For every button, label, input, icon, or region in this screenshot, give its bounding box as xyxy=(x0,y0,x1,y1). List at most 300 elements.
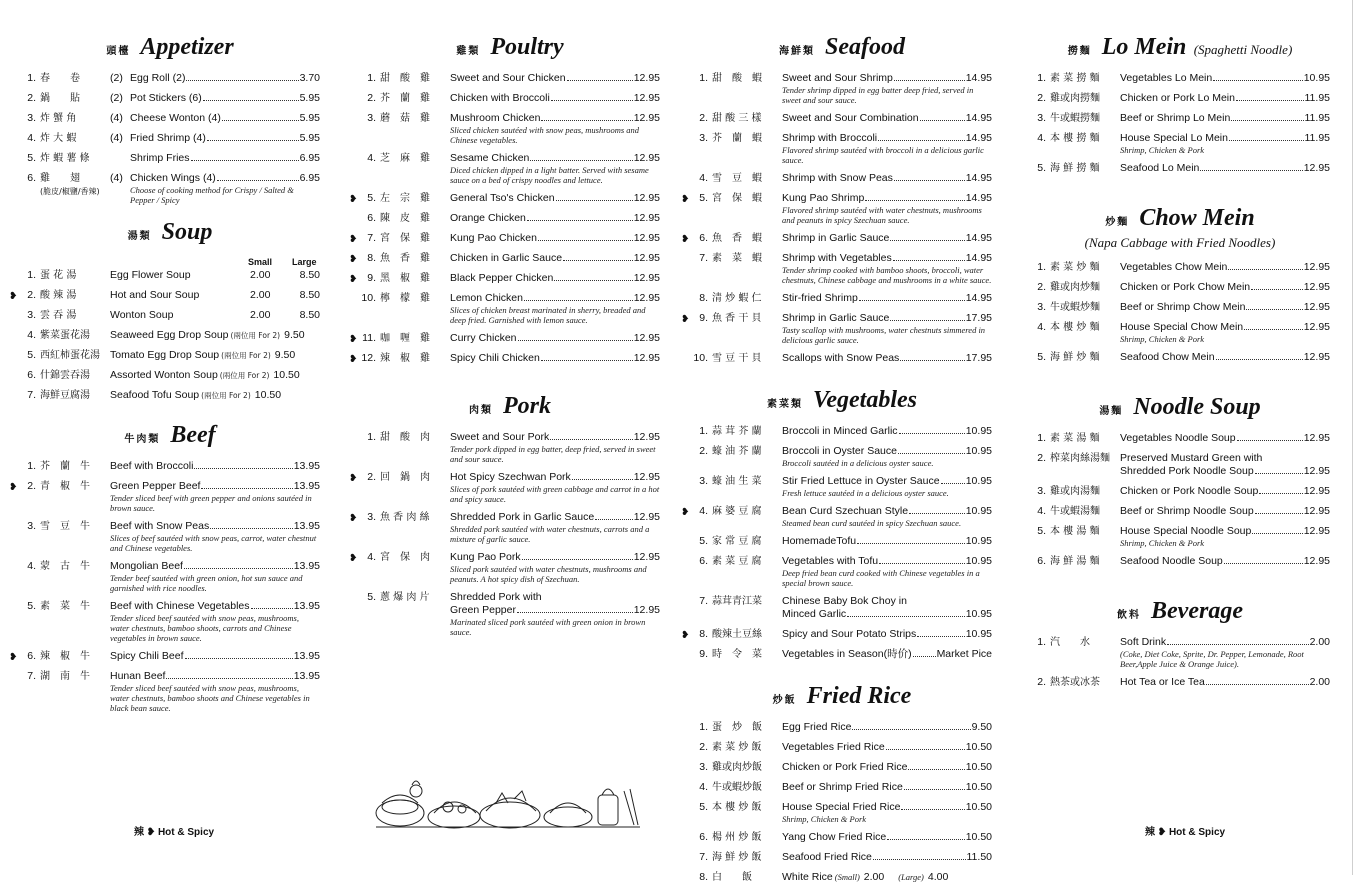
menu-item xyxy=(1030,432,1330,445)
menu-item xyxy=(360,92,660,105)
item-name: Scallops with Snow Peas xyxy=(782,352,900,364)
item-body xyxy=(110,369,320,382)
item-name: Shredded Pork with xyxy=(450,591,542,603)
item-body xyxy=(450,252,660,265)
item-price: 10.95 xyxy=(965,505,992,517)
item-price: 14.95 xyxy=(965,232,992,244)
menu-item xyxy=(692,741,992,754)
item-price: 12.95 xyxy=(633,604,660,616)
item-number: 5. xyxy=(1037,351,1046,363)
item-price: 12.95 xyxy=(1303,321,1330,333)
menu-item xyxy=(681,192,992,225)
item-price: 5.95 xyxy=(299,92,320,104)
leader-dots xyxy=(913,656,936,657)
item-name: Preserved Mustard Green with xyxy=(1120,452,1263,464)
item-body xyxy=(450,591,660,637)
item-name: Mushroom Chicken xyxy=(450,112,541,124)
pepper-icon: ❥ xyxy=(349,194,358,205)
item-name-line xyxy=(450,352,660,365)
item-chinese-name: 海 鮮 湯 麵 xyxy=(1050,556,1100,567)
item-description: Flavored shrimp sautéed with broccoli in a delicious garlic sauce. xyxy=(782,145,984,165)
leader-dots xyxy=(201,488,292,489)
section-title: 湯麵 Noodle Soup xyxy=(1099,394,1261,420)
item-name: Broccoli in Minced Garlic xyxy=(782,425,898,437)
item-name: Black Pepper Chicken xyxy=(450,272,554,284)
menu-item xyxy=(349,551,660,584)
item-chinese-name: 白 飯 xyxy=(712,872,752,883)
pepper-icon: ❥ xyxy=(349,473,358,484)
item-price: 13.95 xyxy=(293,600,320,612)
item-price: 10.50 xyxy=(965,761,992,773)
item-number: 4. xyxy=(367,152,376,164)
item-name: House Special Lo Mein xyxy=(1120,132,1228,144)
leader-dots xyxy=(554,280,632,281)
item-price: 10.95 xyxy=(965,425,992,437)
item-number: 8. xyxy=(699,292,708,304)
pepper-icon: ❥ xyxy=(9,652,18,663)
item-name-line xyxy=(782,475,992,488)
item-body xyxy=(782,292,992,305)
item-chinese-name: 蒜 茸 芥 蘭 xyxy=(712,426,762,437)
item-name-line xyxy=(782,425,992,438)
item-number: 11. xyxy=(362,332,376,344)
item-name: Hot Spicy Szechwan Pork xyxy=(450,471,571,483)
leader-dots xyxy=(1167,644,1308,645)
item-name: Egg Roll (2) xyxy=(130,72,186,84)
item-name: Seafood Fried Rice xyxy=(782,851,872,863)
item-chinese-name: 春 卷 xyxy=(40,73,80,84)
leader-dots xyxy=(901,809,964,810)
item-chinese-name: 海 鮮 炒 飯 xyxy=(712,852,762,863)
item-number: 5. xyxy=(27,349,36,361)
item-price: 12.95 xyxy=(633,431,660,443)
menu-item xyxy=(360,112,660,145)
item-body xyxy=(110,650,320,663)
menu-item xyxy=(692,721,992,734)
item-name: Shrimp in Garlic Sauce xyxy=(782,232,890,244)
item-name-line xyxy=(110,650,320,663)
menu-item xyxy=(692,851,992,864)
item-number: 2. xyxy=(27,480,36,492)
item-name: General Tso's Chicken xyxy=(450,192,555,204)
leader-dots xyxy=(1229,140,1304,141)
item-description: Tender sliced beef sautéed with snow peas, mushrooms, water chestnuts, bamboo shoots, carrots and Chinese vegetables in brown sauce. xyxy=(110,613,299,643)
item-price: 17.95 xyxy=(965,312,992,324)
item-number: 5. xyxy=(699,535,708,547)
item-number: 3. xyxy=(699,132,708,144)
item-name: Chicken in Garlic Sauce xyxy=(450,252,563,264)
large-label: Large xyxy=(292,257,317,267)
item-price: 12.95 xyxy=(1303,505,1330,517)
item-price: 12.95 xyxy=(633,152,660,164)
leader-dots xyxy=(920,120,965,121)
item-name-line xyxy=(782,851,992,864)
item-chinese-name: 魚 香 雞 xyxy=(380,253,430,264)
item-body xyxy=(110,389,320,402)
item-body xyxy=(782,535,992,548)
item-chinese-name: 本 樓 撈 麵 xyxy=(1050,133,1100,144)
item-number: 2. xyxy=(27,289,36,301)
item-chinese-name: 熱茶或冰茶 xyxy=(1050,677,1100,688)
item-name-line xyxy=(450,252,660,265)
menu-item xyxy=(360,431,660,464)
item-name-line xyxy=(450,292,660,305)
item-price: 12.95 xyxy=(633,272,660,284)
size-header xyxy=(20,257,320,269)
item-chinese-name: 汽 水 xyxy=(1050,637,1090,648)
item-price: 12.95 xyxy=(633,72,660,84)
for-two-note: (兩位用 For 2) xyxy=(219,371,270,380)
leader-dots xyxy=(203,100,299,101)
item-name: Spicy Chili Chicken xyxy=(450,352,540,364)
leader-dots xyxy=(530,160,632,161)
item-name: Kung Pao Shrimp xyxy=(782,192,865,204)
item-name: House Special Noodle Soup xyxy=(1120,525,1252,537)
item-name: Hunan Beef xyxy=(110,670,166,682)
item-chinese-name: 雪 豆 蝦 xyxy=(712,173,762,184)
item-name-line xyxy=(130,72,320,85)
item-price: 12.95 xyxy=(1303,261,1330,273)
pepper-icon: ❥ xyxy=(681,234,690,245)
item-chinese-name: 芥 蘭 雞 xyxy=(380,93,430,104)
item-name-line xyxy=(1120,92,1330,105)
item-number: 7. xyxy=(367,232,376,244)
item-body xyxy=(782,871,992,884)
leader-dots xyxy=(1259,493,1302,494)
item-name-line xyxy=(782,112,992,125)
item-body xyxy=(1120,162,1330,175)
item-number: 10. xyxy=(693,352,708,364)
item-chinese-name: 麻 婆 豆 腐 xyxy=(712,506,762,517)
menu-item xyxy=(1030,555,1330,568)
item-body xyxy=(1120,485,1330,498)
large-price: 8.50 xyxy=(299,309,320,321)
item-name-line xyxy=(782,628,992,641)
item-name-line xyxy=(782,555,992,568)
item-number: 7. xyxy=(27,389,36,401)
item-chinese-name: 素 菜 牛 xyxy=(40,601,90,612)
item-chinese-name: 雞或肉炒飯 xyxy=(712,762,762,773)
item-name: Beef or Shrimp Noodle Soup xyxy=(1120,505,1254,517)
leader-dots xyxy=(251,608,293,609)
item-name-line xyxy=(782,352,992,365)
leader-dots xyxy=(541,360,633,361)
item-body xyxy=(1120,72,1330,85)
menu-item xyxy=(692,831,992,844)
leader-dots xyxy=(1246,309,1302,310)
item-number: 2. xyxy=(699,741,708,753)
item-chinese-name: 素 菜 炒 麵 xyxy=(1050,262,1100,273)
item-body xyxy=(1120,321,1330,344)
pepper-icon: ❥ xyxy=(349,334,358,345)
item-price: 3.70 xyxy=(299,72,320,84)
item-number: 1. xyxy=(699,72,708,84)
menu-item xyxy=(349,252,660,265)
item-name-line xyxy=(782,608,992,621)
item-number: 2. xyxy=(27,92,36,104)
item-chinese-name: 牛或蝦炒飯 xyxy=(712,782,762,793)
menu-item xyxy=(9,650,320,663)
item-name-line xyxy=(782,192,992,205)
item-number: 12. xyxy=(361,352,376,364)
item-name-line xyxy=(130,112,320,125)
item-chinese-name: 宮 保 蝦 xyxy=(712,193,762,204)
leader-dots xyxy=(908,769,964,770)
item-body xyxy=(1120,92,1330,105)
item-description: Tender shrimp cooked with bamboo shoots, broccoli, water chestnuts, Chinese cabbage and mushrooms in a white sauce. xyxy=(782,265,992,285)
menu-item xyxy=(692,425,992,438)
menu-item xyxy=(1030,351,1330,364)
item-name: HomemadeTofu xyxy=(782,535,857,547)
item-name-line xyxy=(110,670,320,683)
item-description: Slices of chicken breast marinated in sherry, breaded and deep fried. Garnished with lemon sauce. xyxy=(450,305,646,325)
item-body xyxy=(450,272,660,285)
item-name-line xyxy=(130,152,320,165)
item-name-line xyxy=(1120,636,1330,649)
item-number: 5. xyxy=(367,192,376,204)
item-name: Chicken or Pork Lo Mein xyxy=(1120,92,1235,104)
item-name: Curry Chicken xyxy=(450,332,517,344)
item-body xyxy=(782,232,992,245)
leader-dots xyxy=(217,180,299,181)
menu-item xyxy=(1030,281,1330,294)
item-number: 3. xyxy=(367,511,376,523)
item-name-line xyxy=(1120,676,1330,689)
item-name-line xyxy=(450,112,660,125)
item-name-line xyxy=(782,831,992,844)
item-number: 6. xyxy=(27,650,36,662)
item-body xyxy=(782,741,992,754)
item-name-line xyxy=(782,252,992,265)
leader-dots xyxy=(1252,533,1302,534)
menu-item xyxy=(1030,72,1330,85)
item-name-line xyxy=(450,212,660,225)
item-body xyxy=(1120,505,1330,518)
item-number: 4. xyxy=(1037,505,1046,517)
item-body xyxy=(1120,432,1330,445)
item-description: Diced chicken dipped in a light batter. Served with sesame sauce on a bed of crispy noodles and lettuce. xyxy=(450,165,649,185)
item-number: 5. xyxy=(699,192,708,204)
menu-item xyxy=(692,475,992,498)
menu-item xyxy=(360,72,660,85)
item-name: Egg Flower Soup xyxy=(110,269,191,281)
item-chinese-name: 芝 麻 雞 xyxy=(380,153,430,164)
item-price: 13.95 xyxy=(293,650,320,662)
item-name: Shredded Pork in Garlic Sauce xyxy=(450,511,595,523)
item-chinese-name: 家 常 豆 腐 xyxy=(712,536,762,547)
item-number: 5. xyxy=(1037,525,1046,537)
item-number: 7. xyxy=(699,595,708,607)
item-description: Shrimp, Chicken & Pork xyxy=(1120,334,1205,344)
item-name-line xyxy=(110,349,320,362)
menu-item xyxy=(20,329,320,342)
leader-dots xyxy=(941,483,965,484)
item-body xyxy=(450,511,660,544)
menu-item xyxy=(681,628,992,641)
leader-dots xyxy=(873,859,966,860)
item-name: Minced Garlic xyxy=(782,608,847,620)
item-number: 6. xyxy=(699,555,708,567)
item-name-line xyxy=(782,721,992,734)
item-chinese-name: 芥 蘭 蝦 xyxy=(712,133,762,144)
item-name-line xyxy=(782,132,992,145)
item-price: 14.95 xyxy=(965,112,992,124)
menu-item xyxy=(349,352,660,365)
section-title: 湯類 Soup xyxy=(127,219,213,245)
item-number: 3. xyxy=(27,520,36,532)
item-name-line xyxy=(782,595,992,608)
leader-dots xyxy=(904,789,965,790)
item-price: 10.50 xyxy=(965,801,992,813)
item-price: 10.50 xyxy=(965,831,992,843)
item-price: 10.95 xyxy=(1303,72,1330,84)
small-price: 2.00 xyxy=(250,269,271,281)
item-price: 5.95 xyxy=(299,112,320,124)
large-label: (Large) xyxy=(898,872,924,882)
item-name: Beef with Snow Peas xyxy=(110,520,210,532)
leader-dots xyxy=(1200,170,1302,171)
leader-dots xyxy=(899,433,965,434)
item-number: 3. xyxy=(1037,112,1046,124)
section-title: 肉類 Pork xyxy=(469,393,551,419)
item-price: 10.50 xyxy=(965,781,992,793)
item-name: Beef or Shrimp Chow Mein xyxy=(1120,301,1246,313)
menu-item xyxy=(20,112,320,125)
item-number: 3. xyxy=(27,112,36,124)
item-price: 12.95 xyxy=(1303,465,1330,477)
item-price: 12.95 xyxy=(1303,301,1330,313)
item-chinese-name: 素 菜 炒 飯 xyxy=(712,742,762,753)
leader-dots xyxy=(894,80,965,81)
for-two-note: (兩位用 For 2) xyxy=(230,331,281,340)
menu-item xyxy=(692,648,992,661)
item-name-line xyxy=(130,92,320,105)
item-description: Fresh lettuce sautéed in a delicious oyster sauce. xyxy=(782,488,949,498)
item-body xyxy=(1120,132,1330,155)
item-body xyxy=(110,560,320,593)
item-body xyxy=(782,595,992,621)
item-price: 9.50 xyxy=(284,329,305,341)
item-body xyxy=(782,352,992,365)
item-description: Sliced chicken sautéed with snow peas, mushrooms and Chinese vegetables. xyxy=(450,125,640,145)
item-number: 7. xyxy=(27,670,36,682)
item-price: 12.95 xyxy=(633,511,660,523)
menu-item xyxy=(349,511,660,544)
item-name-line xyxy=(110,369,320,382)
item-price: 12.95 xyxy=(1303,351,1330,363)
item-description: Deep fried bean curd cooked with Chinese vegetables in a special brown sauce. xyxy=(782,568,980,588)
item-name: Beef with Chinese Vegetables xyxy=(110,600,250,612)
item-description: Tender pork dipped in egg batter, deep fried, served in sweet and sour sauce. xyxy=(450,444,656,464)
hot-spicy-legend: 辣 ❥ Hot & Spicy xyxy=(1145,827,1226,838)
item-chinese-name: 蠔 油 生 菜 xyxy=(712,476,762,487)
item-name: Vegetables Noodle Soup xyxy=(1120,432,1236,444)
item-number: 7. xyxy=(699,252,708,264)
item-description: Shrimp, Chicken & Pork xyxy=(782,814,867,824)
item-price: 13.95 xyxy=(293,480,320,492)
item-name: Sweet and Sour Chicken xyxy=(450,72,566,84)
item-quantity: (2) xyxy=(110,72,123,84)
item-chinese-name: 炸 蝦 薯 條 xyxy=(40,153,90,164)
item-description: Slices of pork sautéed with green cabbage and carrot in a hot and spicy sauce. xyxy=(450,484,660,504)
item-name-line xyxy=(1120,465,1330,478)
item-chinese-name: 素 菜 撈 麵 xyxy=(1050,73,1100,84)
item-chinese-name: 魚 香 干 貝 xyxy=(712,313,762,324)
item-chinese-name: 楊 州 炒 飯 xyxy=(712,832,762,843)
menu-item xyxy=(360,292,660,325)
section-title: 炒飯 Fried Rice xyxy=(772,683,912,709)
item-number: 6. xyxy=(699,831,708,843)
item-name: Shredded Pork Noodle Soup xyxy=(1120,465,1254,477)
item-name-line xyxy=(450,431,660,444)
menu-item xyxy=(1030,636,1330,669)
leader-dots xyxy=(563,260,633,261)
hot-spicy-legend: 辣 ❥ Hot & Spicy xyxy=(134,827,215,838)
leader-dots xyxy=(556,200,633,201)
item-description: Choose of cooking method for Crispy / Salted & Pepper / Spicy xyxy=(130,185,294,205)
item-name-line xyxy=(110,520,320,533)
item-number: 7. xyxy=(699,851,708,863)
item-body xyxy=(110,600,320,643)
item-name-line xyxy=(1120,505,1330,518)
item-price: 9.50 xyxy=(971,721,992,733)
item-name-line xyxy=(450,72,660,85)
leader-dots xyxy=(207,140,299,141)
item-name-line xyxy=(450,232,660,245)
item-chinese-name: 素 菜 蝦 xyxy=(712,253,762,264)
item-body xyxy=(110,480,320,513)
item-name-line xyxy=(1120,485,1330,498)
item-name: Vegetables Lo Mein xyxy=(1120,72,1213,84)
leader-dots xyxy=(222,120,299,121)
item-name: Beef or Shrimp Lo Mein xyxy=(1120,112,1231,124)
leader-dots xyxy=(541,120,632,121)
item-number: 2. xyxy=(699,112,708,124)
item-name-line xyxy=(782,292,992,305)
lo-mein-section xyxy=(1030,34,1330,175)
item-price: 11.95 xyxy=(1304,132,1330,144)
item-chinese-name: 蛋 花 湯 xyxy=(40,270,77,281)
item-name-line xyxy=(450,551,660,564)
menu-item xyxy=(1030,676,1330,689)
item-body xyxy=(782,425,992,438)
beverage-section xyxy=(1030,598,1330,689)
item-number: 4. xyxy=(27,132,36,144)
item-name-line xyxy=(450,604,660,617)
item-body xyxy=(1120,555,1330,568)
menu-item xyxy=(692,761,992,774)
menu-item xyxy=(692,445,992,468)
item-name-line xyxy=(1120,132,1330,145)
item-price: 13.95 xyxy=(293,670,320,682)
item-name-line xyxy=(782,232,992,245)
menu-item xyxy=(1030,261,1330,274)
item-description: Tender sliced beef with green pepper and onions sautéed in brown sauce. xyxy=(110,493,312,513)
item-chinese-name: 雪 豆 干 貝 xyxy=(712,353,762,364)
item-number: 3. xyxy=(1037,485,1046,497)
item-name-line xyxy=(110,289,320,302)
item-price: 14.95 xyxy=(965,132,992,144)
item-name-line xyxy=(450,152,660,165)
item-body xyxy=(450,431,660,464)
item-name-line xyxy=(1120,351,1330,364)
item-description: Shredded pork sautéed with water chestnuts, carrots and a mixture of garlic sauce. xyxy=(450,524,650,544)
item-chinese-name: 甜 酸 雞 xyxy=(380,73,430,84)
item-price: 14.95 xyxy=(965,172,992,184)
item-name-line xyxy=(110,389,320,402)
item-chinese-name: 西紅柿蛋花湯 xyxy=(40,350,100,361)
pork-section xyxy=(349,393,660,637)
